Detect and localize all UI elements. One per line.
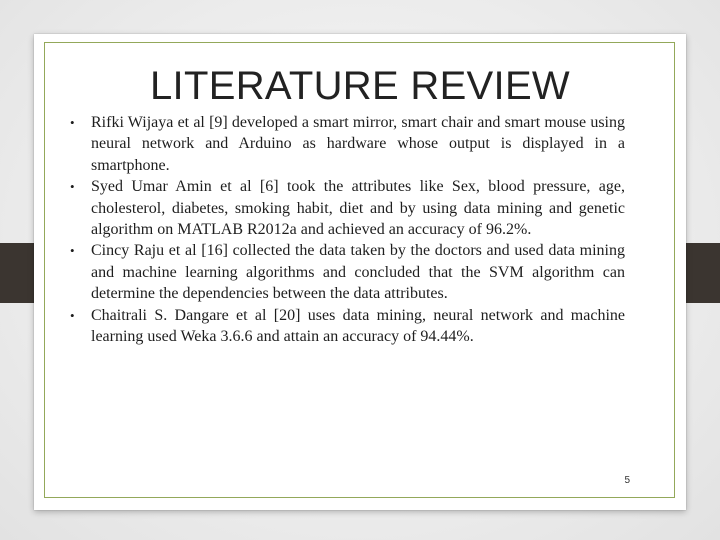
bullet-text: Syed Umar Amin et al [6] took the attributes like Sex, blood pressure, age, cholesterol, diabetes, smoking habit, diet and by using data mining and genetic algorithm on MATLAB R2012a and achieved an accuracy of 96.2%. [91,178,625,239]
bullet-item [70,112,625,176]
bullet-list [70,112,625,347]
bullet-item [70,305,625,348]
slide-paper [34,34,686,510]
slide-title: LITERATURE REVIEW [150,64,570,108]
left-binder-tab [0,243,38,303]
bullet-text: Cincy Raju et al [16] collected the data taken by the doctors and used data mining and machine learning algorithms and concluded that the SVM algorithm can determine the dependencies between the data attributes. [91,242,625,303]
bullet-text: Chaitrali S. Dangare et al [20] uses data mining, neural network and machine learning used Weka 3.6.6 and attain an accuracy of 94.44%. [91,306,625,346]
slide-number: 5 [624,475,630,486]
bullet-marker: • [70,307,75,323]
bullet-text: Rifki Wijaya et al [9] developed a smart mirror, smart chair and smart mouse using neural network and Arduino as hardware whose output is displayed in a smartphone. [91,114,625,174]
bullet-item [70,240,625,304]
bullet-marker: • [70,115,75,130]
right-binder-tab [682,243,720,303]
bullet-marker: • [70,243,75,259]
bullet-marker: • [70,179,75,195]
bullet-item [70,176,625,240]
